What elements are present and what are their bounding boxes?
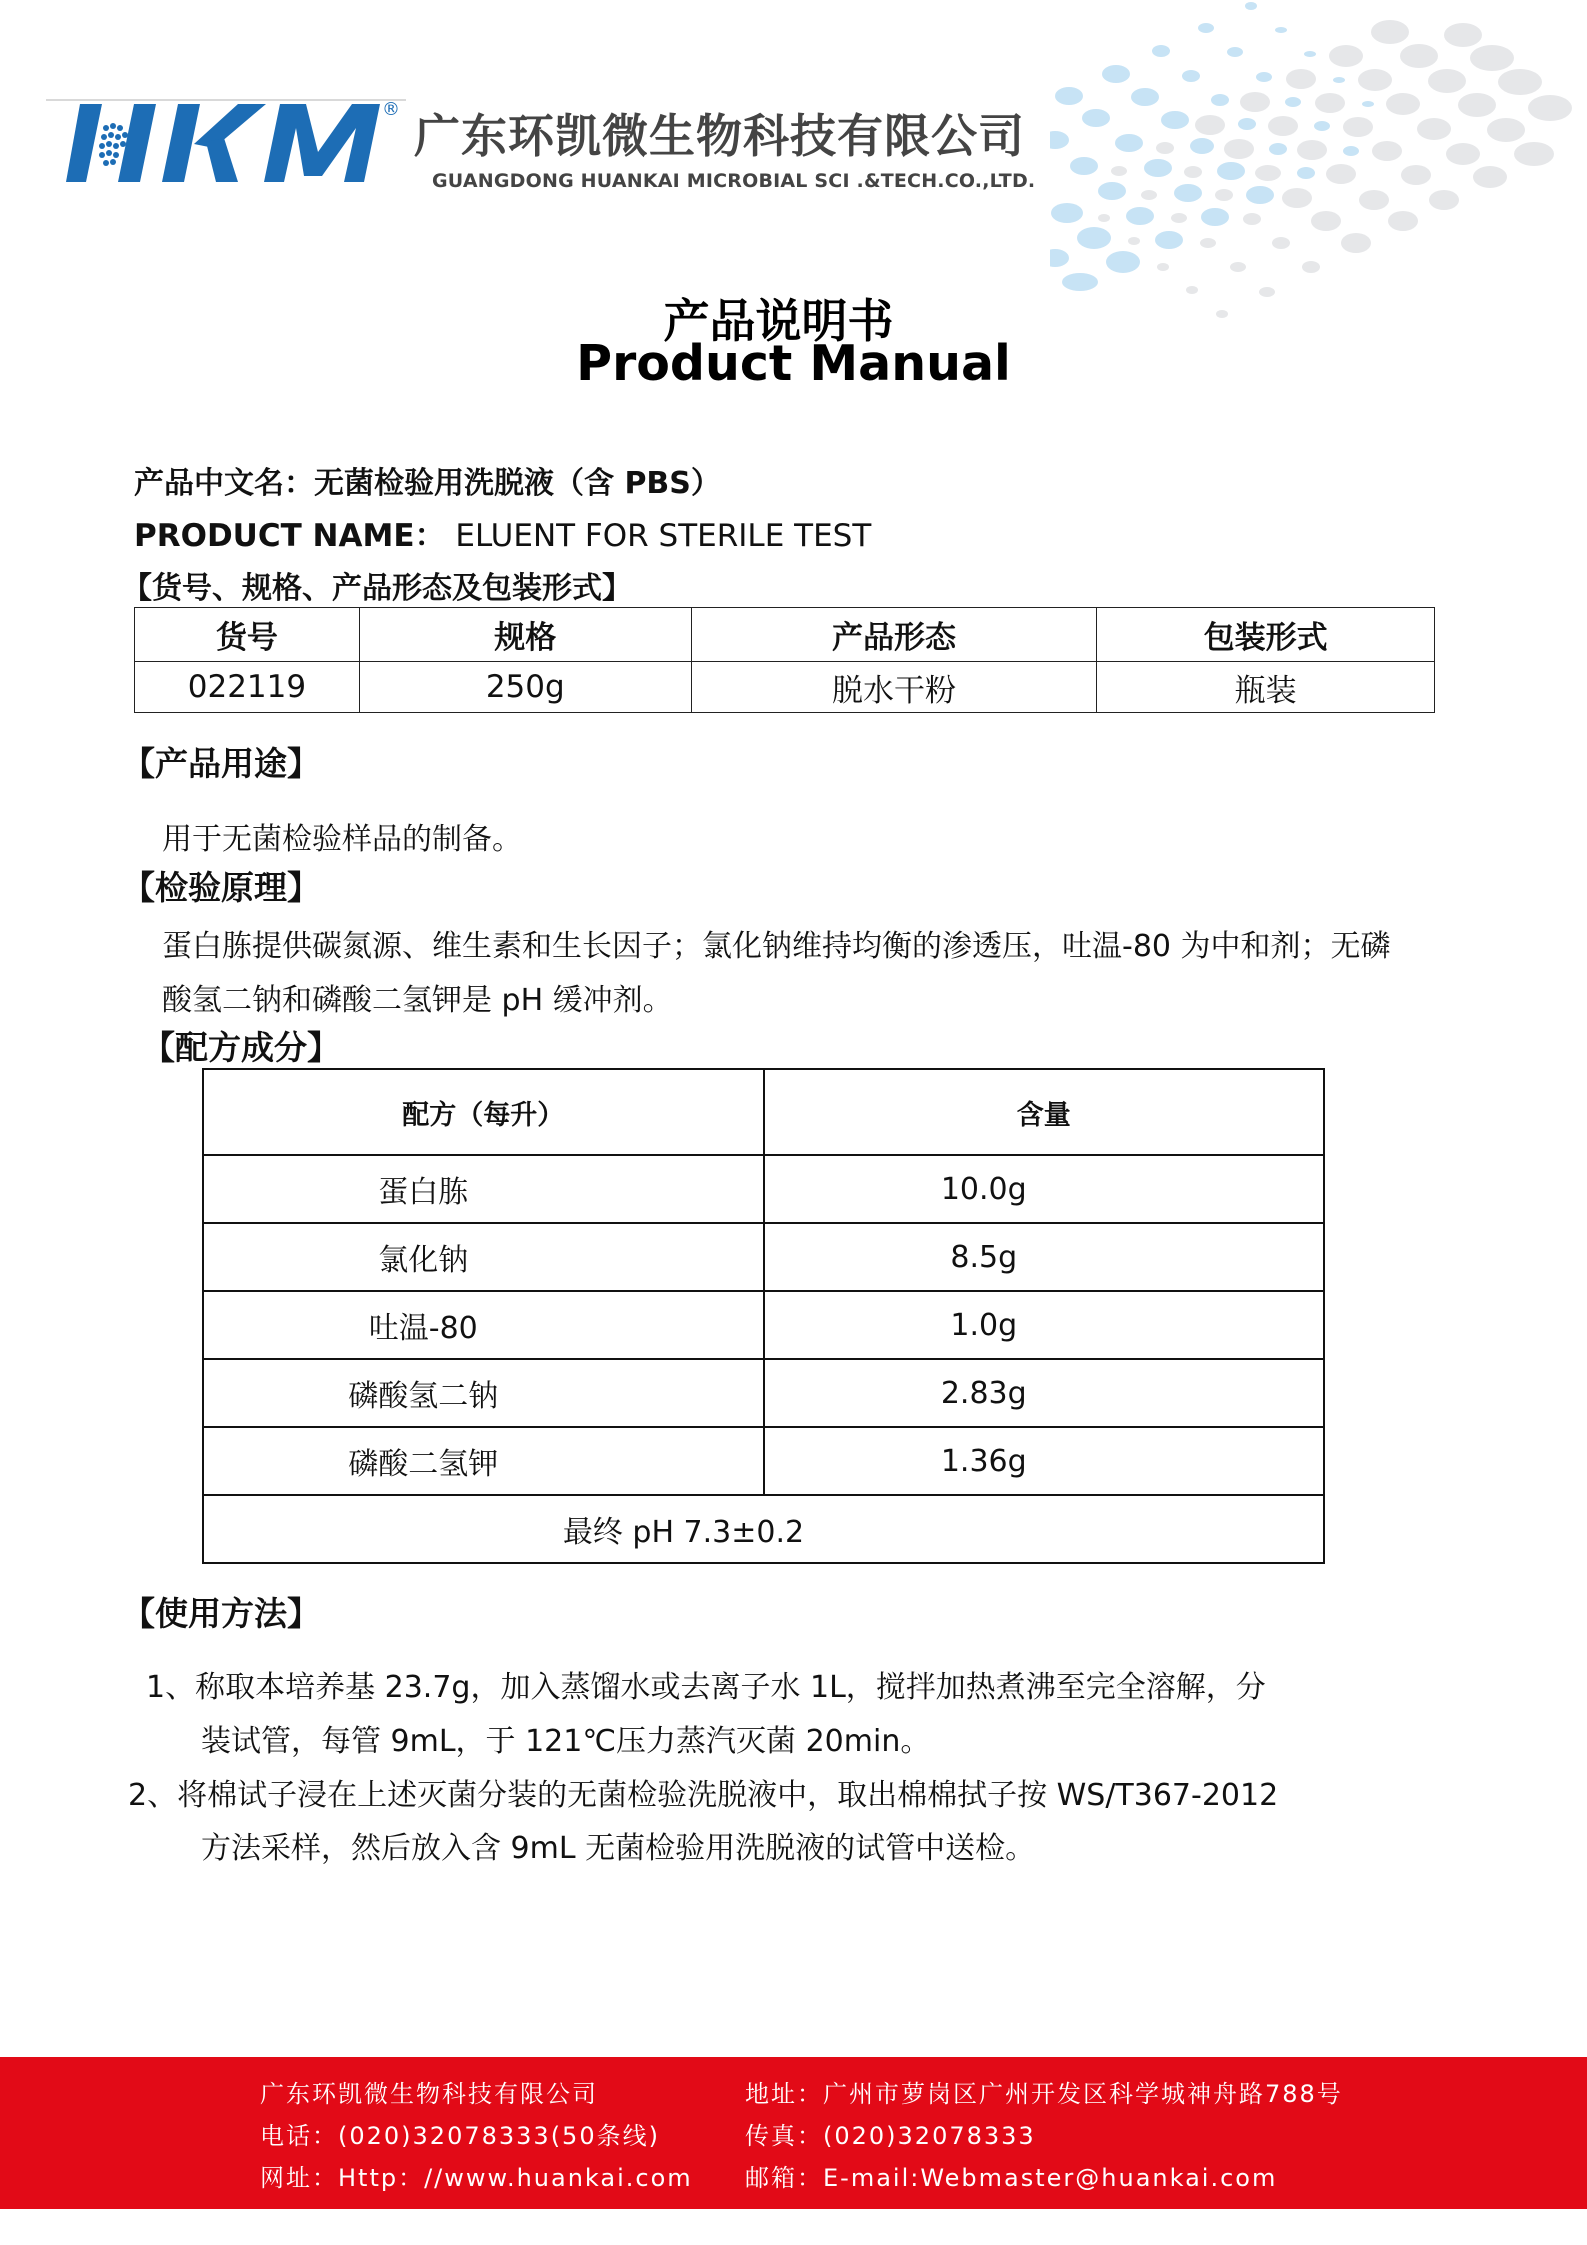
footer-fax: 传真：(020)32078333 bbox=[745, 2122, 1036, 2150]
ingredient-amount: 10.0g bbox=[764, 1155, 1325, 1223]
footer-contact-bar bbox=[0, 2057, 1587, 2209]
principle-line-1: 蛋白胨提供碳氮源、维生素和生长因子；氯化钠维持均衡的渗透压，吐温-80 为中和剂；无磷 bbox=[162, 929, 1391, 964]
spec-form: 脱水干粉 bbox=[691, 662, 1097, 713]
ingredient-name: 氯化钠 bbox=[203, 1223, 764, 1291]
spec-col-item-no: 货号 bbox=[135, 608, 360, 662]
formula-heading: 【配方成分】 bbox=[142, 1028, 340, 1067]
spec-package: 瓶装 bbox=[1097, 662, 1435, 713]
footer-phone: 电话：(020)32078333(50条线) bbox=[260, 2122, 660, 2150]
product-name-en-value: ELUENT FOR STERILE TEST bbox=[445, 518, 872, 554]
method-line-2: 装试管，每管 9mL，于 121℃压力蒸汽灭菌 20min。 bbox=[201, 1724, 931, 1759]
table-row bbox=[203, 1359, 1324, 1427]
final-ph: 最终 pH 7.3±0.2 bbox=[203, 1495, 1324, 1563]
logo-divider bbox=[46, 99, 406, 101]
principle-heading: 【检验原理】 bbox=[122, 868, 320, 907]
spec-col-form: 产品形态 bbox=[691, 608, 1097, 662]
ingredient-name: 蛋白胨 bbox=[203, 1155, 764, 1223]
company-name-cn: 广东环凯微生物科技有限公司 bbox=[414, 109, 1025, 163]
hkm-logo bbox=[66, 104, 386, 182]
formula-col-amount: 含量 bbox=[764, 1069, 1325, 1155]
principle-line-2: 酸氢二钠和磷酸二氢钾是 pH 缓冲剂。 bbox=[162, 983, 673, 1018]
product-name-en-label: PRODUCT NAME： bbox=[134, 518, 446, 554]
footer-company: 广东环凯微生物科技有限公司 bbox=[260, 2080, 598, 2108]
method-line-4: 方法采样，然后放入含 9mL 无菌检验用洗脱液的试管中送检。 bbox=[201, 1831, 1036, 1866]
ingredient-amount: 8.5g bbox=[764, 1223, 1325, 1291]
spec-item-no: 022119 bbox=[135, 662, 360, 713]
usage-text: 用于无菌检验样品的制备。 bbox=[162, 822, 522, 857]
footer-website-link[interactable]: 网址：Http：//www.huankai.com bbox=[260, 2164, 693, 2192]
method-line-1: 1、称取本培养基 23.7g，加入蒸馏水或去离子水 1L，搅拌加热煮沸至完全溶解，分 bbox=[146, 1670, 1266, 1705]
table-row bbox=[203, 1427, 1324, 1495]
usage-heading: 【产品用途】 bbox=[122, 744, 320, 783]
method-heading: 【使用方法】 bbox=[122, 1594, 320, 1633]
product-name-cn bbox=[134, 458, 721, 502]
registered-mark: ® bbox=[382, 99, 400, 120]
ingredient-amount: 2.83g bbox=[764, 1359, 1325, 1427]
footer-address: 地址：广州市萝岗区广州开发区科学城神舟路788号 bbox=[745, 2080, 1343, 2108]
product-name-en bbox=[134, 510, 871, 555]
formula-table bbox=[202, 1068, 1325, 1564]
product-name-cn-label: 产品中文名： bbox=[134, 466, 314, 501]
footer-email-link[interactable]: 邮箱：E-mail:Webmaster@huankai.com bbox=[745, 2164, 1278, 2192]
ingredient-name: 吐温-80 bbox=[203, 1291, 764, 1359]
spec-col-size: 规格 bbox=[359, 608, 691, 662]
decorative-dot-pattern bbox=[1050, 0, 1587, 330]
table-row bbox=[135, 662, 1435, 713]
product-name-cn-value: 无菌检验用洗脱液（含 PBS） bbox=[314, 466, 721, 501]
table-row bbox=[203, 1223, 1324, 1291]
final-ph-row bbox=[203, 1495, 1324, 1563]
ingredient-name: 磷酸氢二钠 bbox=[203, 1359, 764, 1427]
table-row bbox=[203, 1155, 1324, 1223]
document-title-cn: 产品说明书 bbox=[663, 294, 894, 348]
method-line-3: 2、将棉试子浸在上述灭菌分装的无菌检验洗脱液中，取出棉棉拭子按 WS/T367-2012 bbox=[128, 1778, 1279, 1813]
document-title-en: Product Manual bbox=[576, 335, 1011, 392]
spec-col-package: 包装形式 bbox=[1097, 608, 1435, 662]
spec-size: 250g bbox=[359, 662, 691, 713]
ingredient-amount: 1.0g bbox=[764, 1291, 1325, 1359]
ingredient-amount: 1.36g bbox=[764, 1427, 1325, 1495]
table-row bbox=[203, 1291, 1324, 1359]
ingredient-name: 磷酸二氢钾 bbox=[203, 1427, 764, 1495]
formula-col-ingredient: 配方（每升） bbox=[203, 1069, 764, 1155]
formula-table-header bbox=[203, 1069, 1324, 1155]
company-name-en: GUANGDONG HUANKAI MICROBIAL SCI .&TECH.CO.,LTD. bbox=[432, 170, 1036, 192]
spec-table bbox=[134, 607, 1435, 713]
spec-table-header bbox=[135, 608, 1435, 662]
spec-heading: 【货号、规格、产品形态及包装形式】 bbox=[122, 571, 632, 606]
